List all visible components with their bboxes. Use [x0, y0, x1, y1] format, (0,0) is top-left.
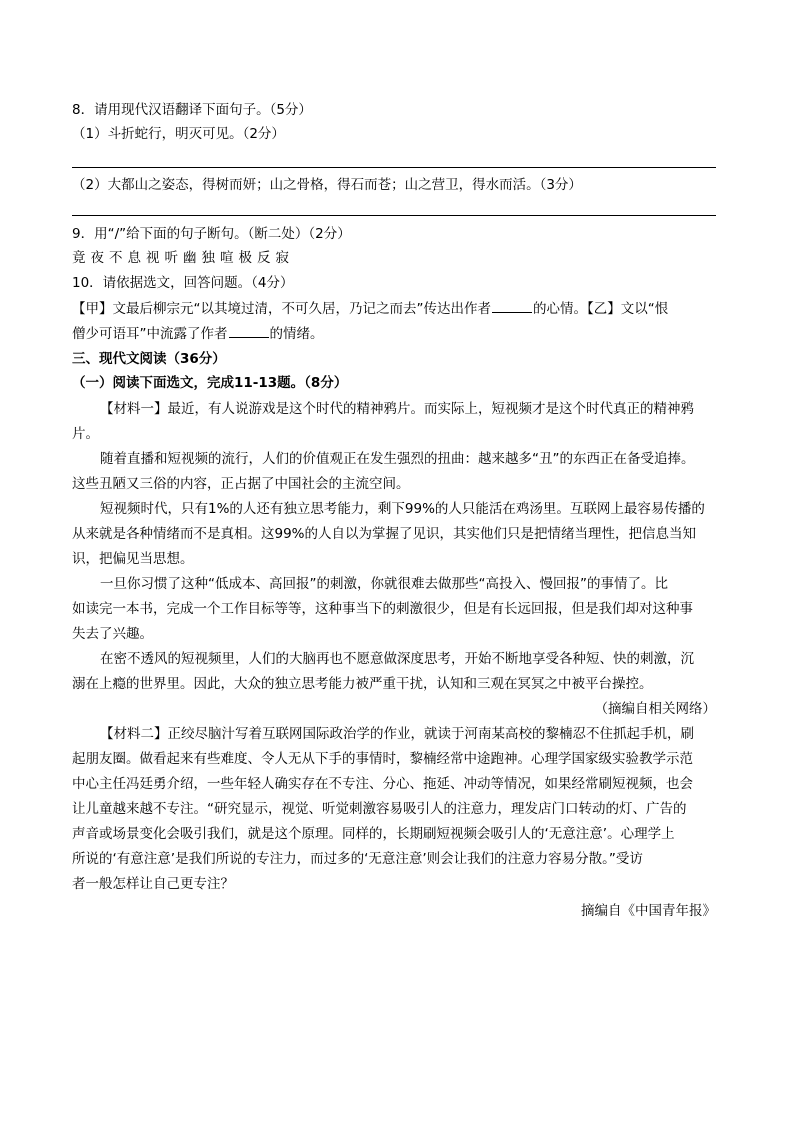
question-10-line-1: [72, 300, 668, 318]
question-9-title: 9．用“/”给下面的句子断句。（断二处）（2分）: [72, 226, 351, 242]
question-10-text-d: 的情绪。: [269, 326, 324, 342]
paragraph-line: 溺在上瘾的世界里。因此，大众的独立思考能力被严重干扰，认知和三观在冥冥之中被平台操控。: [72, 676, 653, 692]
answer-line-2[interactable]: [72, 215, 716, 216]
question-10-text-c: 僧少可语耳”中流露了作者: [72, 326, 228, 342]
paragraph-line: 随着直播和短视频的流行，人们的价值观正在发生强烈的扭曲：越来越多“丑”的东西正在备受追捧。: [100, 451, 695, 467]
paragraph-line: 起朋友圈。做看起来有些难度、令人无从下手的事情时，黎楠经常中途跑神。心理学国家级实验教学示范: [72, 751, 693, 767]
fill-blank-1[interactable]: [492, 300, 532, 313]
question-10-text-a: 【甲】文最后柳宗元“以其境过清，不可久居，乃记之而去”传达出作者: [72, 301, 491, 317]
material-1-source: （摘编自相关网络）: [594, 701, 716, 717]
question-10-title: 10．请依据选文，回答问题。（4分）: [72, 275, 294, 291]
fill-blank-2[interactable]: [229, 325, 269, 338]
paragraph-line: 短视频时代，只有1%的人还有独立思考能力，剩下99%的人只能活在鸡汤里。互联网上最容易传播的: [100, 501, 705, 517]
question-8-sub-1: （1）斗折蛇行，明灭可见。（2分）: [72, 126, 285, 142]
question-10-line-2: [72, 325, 324, 343]
paragraph-line: 这些丑陋又三俗的内容，正占据了中国社会的主流空间。: [72, 476, 410, 492]
paragraph-line: 中心主任冯廷勇介绍，一些年轻人确实存在不专注、分心、拖延、冲动等情况，如果经常刷短视频，也会: [72, 776, 693, 792]
paragraph-line: 【材料一】最近，有人说游戏是这个时代的精神鸦片。而实际上，短视频才是这个时代真正的精神鸦: [100, 401, 694, 417]
section-3-heading: 三、现代文阅读（36分）: [72, 351, 226, 367]
question-8-sub-2: （2）大都山之姿态，得树而妍；山之骨格，得石而苍；山之营卫，得水而活。（3分）: [72, 177, 582, 193]
paragraph-line: 如读完一本书，完成一个工作目标等等，这种事当下的刺激很少，但是有长远回报，但是我们却对这种事: [72, 601, 693, 617]
paragraph-line: 失去了兴趣。: [72, 626, 153, 642]
section-3-sub-heading: （一）阅读下面选文，完成11-13题。（8分）: [72, 375, 348, 391]
material-2-source: 摘编自《中国青年报》: [581, 903, 716, 919]
paragraph-line: 识，把偏见当思想。: [72, 551, 194, 567]
paragraph-line: 声音或场景变化会吸引我们，就是这个原理。同样的，长期刷短视频会吸引人的‘无意注意’。心理学上: [72, 826, 675, 842]
paragraph-line: 从来就是各种情绪而不是真相。这99%的人自以为掌握了见识，其实他们只是把情绪当理性，把信息当知: [72, 526, 697, 542]
question-10-text-b: 的心情。【乙】文以“恨: [533, 301, 669, 317]
paragraph-line: 在密不透风的短视频里，人们的大脑再也不愿意做深度思考，开始不断地享受各种短、快的刺激，沉: [100, 651, 694, 667]
paragraph-line: 一旦你习惯了这种“低成本、高回报”的刺激，你就很难去做那些“高投入、慢回报”的事情了。比: [100, 576, 668, 592]
paragraph-line: 者一般怎样让自己更专注？: [72, 876, 234, 892]
question-9-sentence: 竟夜不息视听幽独喧极反寂: [72, 250, 294, 266]
question-8-title: 8．请用现代汉语翻译下面句子。（5分）: [72, 102, 312, 118]
paragraph-line: 片。: [72, 426, 99, 442]
answer-line-1[interactable]: [72, 167, 716, 168]
paragraph-line: 【材料二】正绞尽脑汁写着互联网国际政治学的作业，就读于河南某高校的黎楠忍不住抓起手机，刷: [100, 726, 694, 742]
paragraph-line: 让儿童越来越不专注。“研究显示，视觉、听觉刺激容易吸引人的注意力，理发店门口转动的灯、广告的: [72, 801, 687, 817]
paragraph-line: 所说的‘有意注意’是我们所说的专注力，而过多的‘无意注意’则会让我们的注意力容易分散。”受访: [72, 851, 643, 867]
